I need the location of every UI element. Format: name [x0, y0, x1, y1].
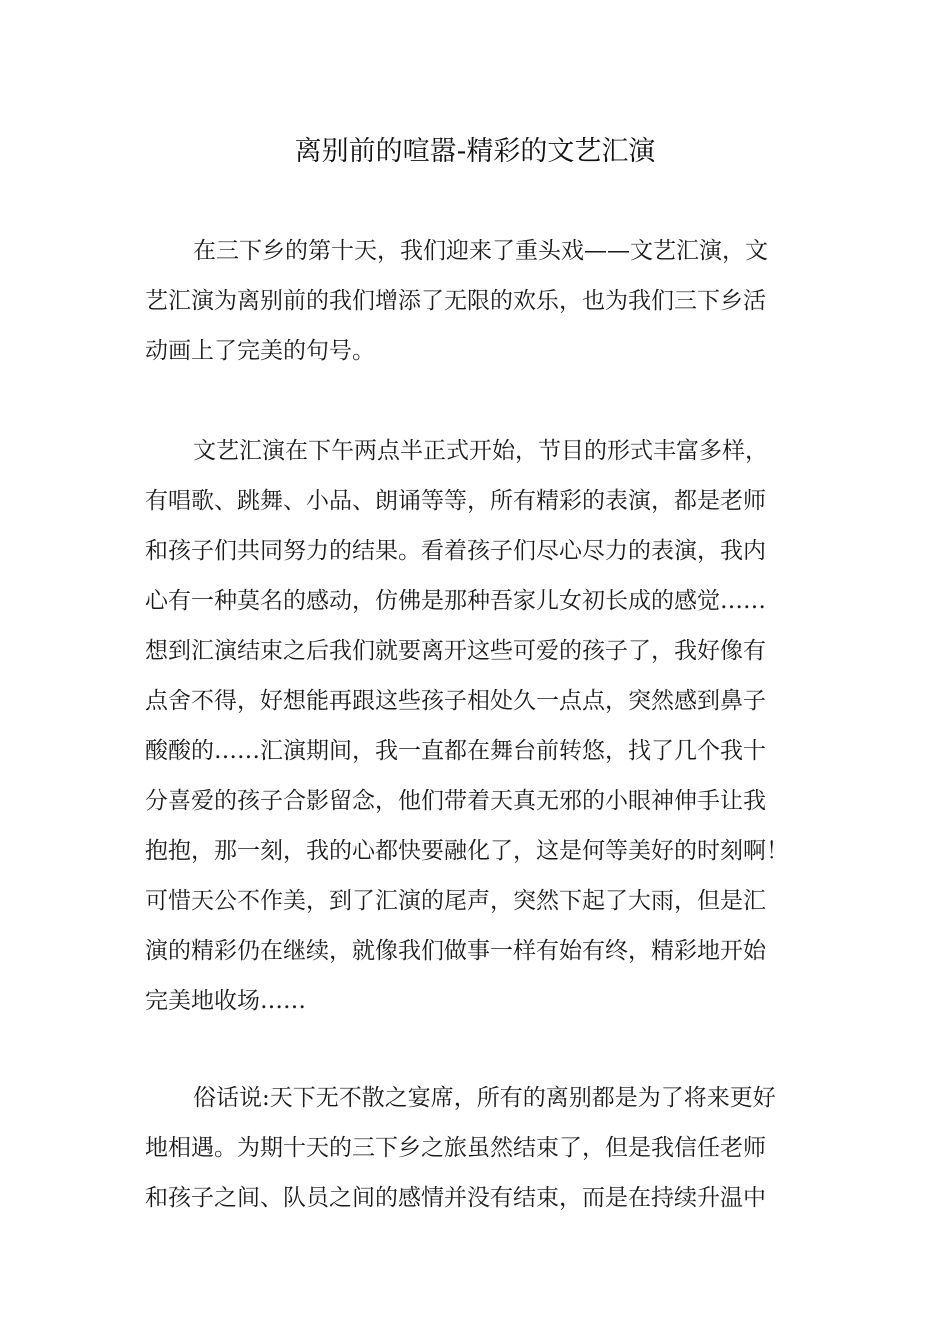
- paragraph-1: [145, 226, 810, 376]
- paragraph-line: 俗话说:天下无不散之宴席，所有的离别都是为了将来更好: [193, 1085, 776, 1111]
- paragraph-line: 有唱歌、跳舞、小品、朗诵等等，所有精彩的表演，都是老师: [145, 488, 766, 514]
- paragraph-line: 动画上了完美的句号。: [145, 338, 375, 364]
- paragraph-2: [145, 426, 810, 1026]
- paragraph-line: 和孩子之间、队员之间的感情并没有结束，而是在持续升温中: [145, 1185, 766, 1211]
- paragraph-line: 心有一种莫名的感动，仿佛是那种吾家儿女初长成的感觉……: [145, 588, 766, 614]
- paragraph-line: 在三下乡的第十天，我们迎来了重头戏——文艺汇演，文: [193, 238, 768, 264]
- paragraph-line: 点舍不得，好想能再跟这些孩子相处久一点点，突然感到鼻子: [145, 688, 766, 714]
- paragraph-line: 可惜天公不作美，到了汇演的尾声，突然下起了大雨，但是汇: [145, 888, 766, 914]
- paragraph-line: 想到汇演结束之后我们就要离开这些可爱的孩子了，我好像有: [145, 638, 766, 664]
- paragraph-line: 抱抱，那一刻，我的心都快要融化了，这是何等美好的时刻啊！: [145, 838, 789, 864]
- paragraph-line: 完美地收场……: [145, 988, 306, 1014]
- page-title: 离别前的喧嚣-精彩的文艺汇演: [294, 136, 656, 167]
- paragraph-line: 文艺汇演在下午两点半正式开始，节目的形式丰富多样，: [193, 438, 768, 464]
- paragraph-3: [145, 1073, 810, 1223]
- paragraph-line: 艺汇演为离别前的我们增添了无限的欢乐，也为我们三下乡活: [145, 288, 766, 314]
- paragraph-line: 演的精彩仍在继续，就像我们做事一样有始有终，精彩地开始: [145, 938, 766, 964]
- paragraph-line: 分喜爱的孩子合影留念，他们带着天真无邪的小眼神伸手让我: [145, 788, 766, 814]
- paragraph-line: 酸酸的……汇演期间，我一直都在舞台前转悠，找了几个我十: [145, 738, 766, 764]
- paragraph-line: 地相遇。为期十天的三下乡之旅虽然结束了，但是我信任老师: [145, 1135, 766, 1161]
- paragraph-line: 和孩子们共同努力的结果。看着孩子们尽心尽力的表演，我内: [145, 538, 766, 564]
